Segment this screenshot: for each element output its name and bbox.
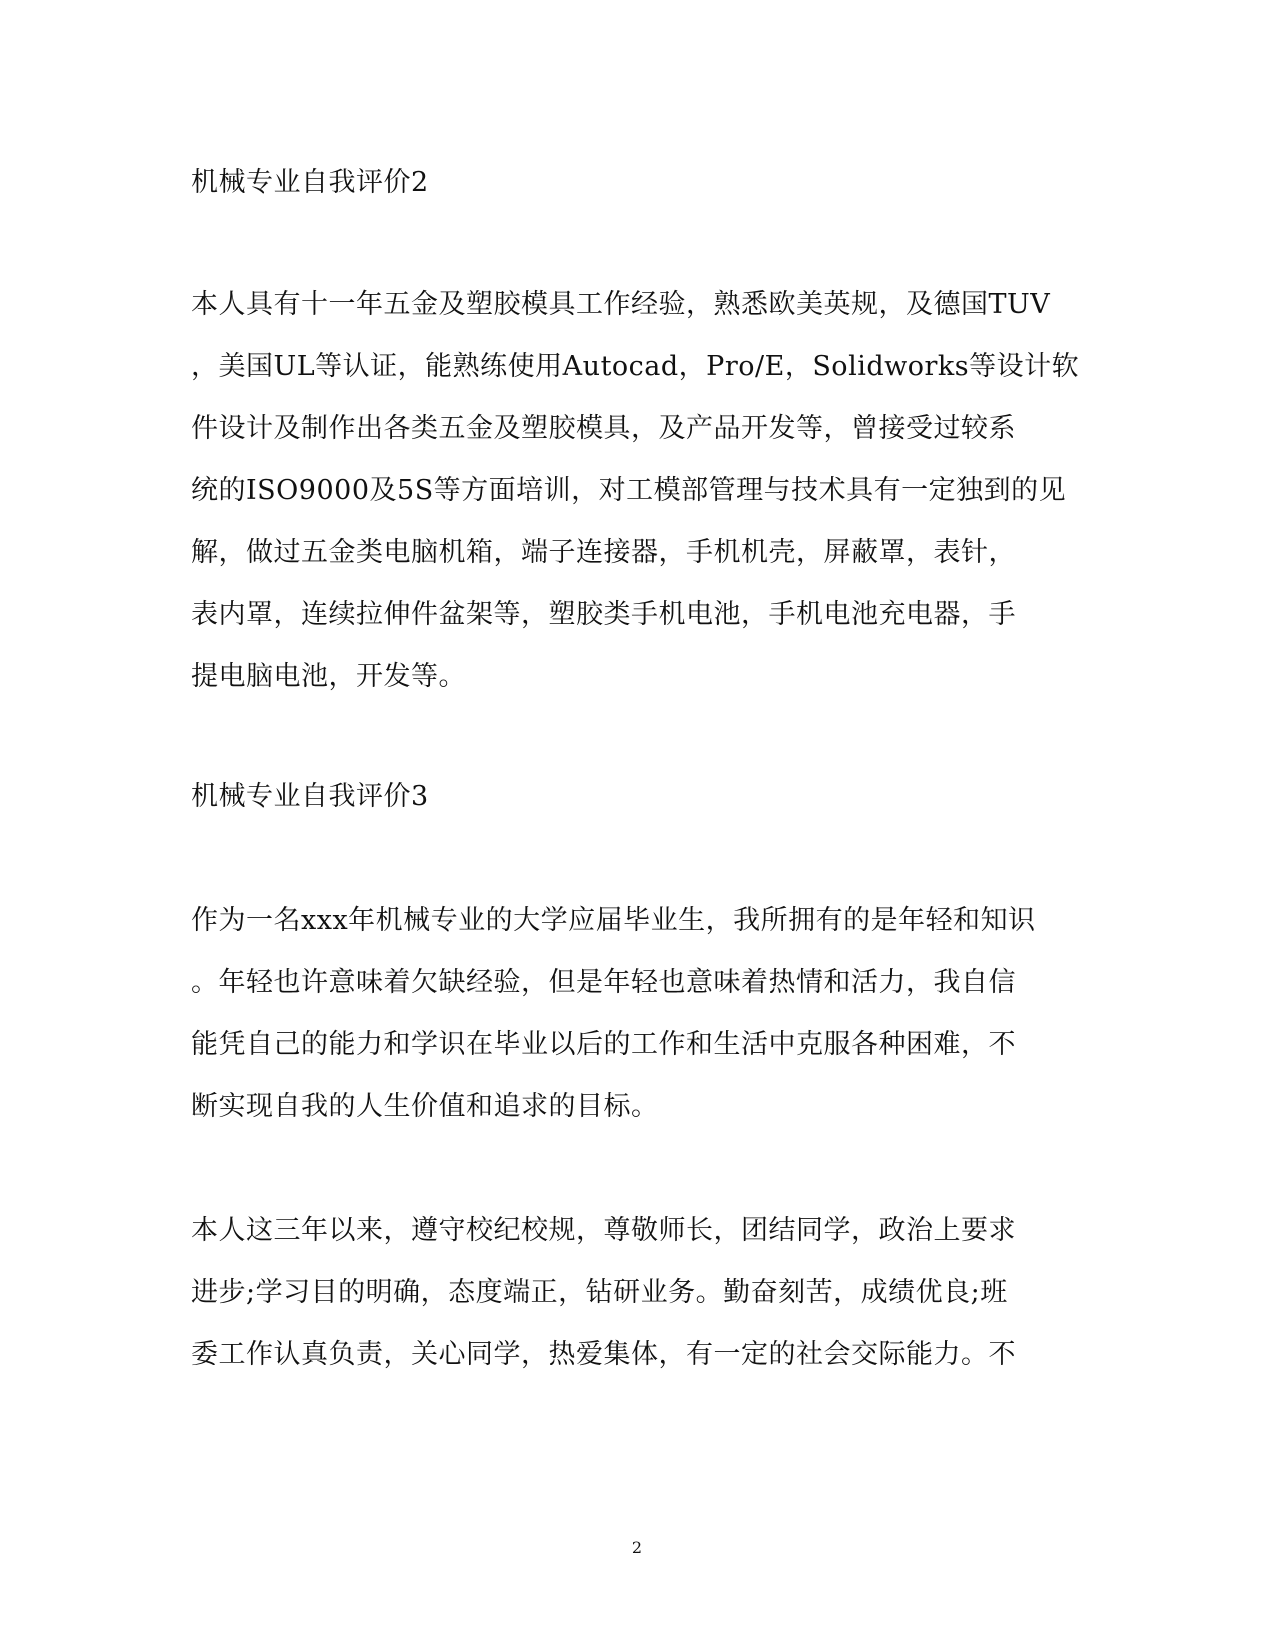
- text-line: 件设计及制作出各类五金及塑胶模具，及产品开发等，曾接受过较系: [191, 413, 1016, 444]
- text-line: 断实现自我的人生价值和追求的目标。: [191, 1091, 659, 1122]
- text-line: 能凭自己的能力和学识在毕业以后的工作和生活中克服各种困难，不: [191, 1029, 1016, 1060]
- text-line: 本人具有十一年五金及塑胶模具工作经验，熟悉欧美英规，及德国TUV: [191, 289, 1051, 320]
- text-line: 统的ISO9000及5S等方面培训，对工模部管理与技术具有一定独到的见: [191, 475, 1067, 506]
- text-line: ，美国UL等认证，能熟练使用Autocad，Pro/E，Solidworks等设计软: [191, 351, 1080, 382]
- text-line: 解，做过五金类电脑机箱，端子连接器，手机机壳，屏蔽罩，表针，: [191, 537, 1016, 568]
- section-heading: 机械专业自我评价2: [191, 167, 429, 198]
- text-line: 提电脑电池，开发等。: [191, 661, 466, 692]
- text-line: 进步;学习目的明确，态度端正，钻研业务。勤奋刻苦，成绩优良;班: [191, 1277, 1008, 1308]
- text-line: 表内罩，连续拉伸件盆架等，塑胶类手机电池，手机电池充电器，手: [191, 599, 1016, 630]
- text-line: 委工作认真负责，关心同学，热爱集体，有一定的社会交际能力。不: [191, 1339, 1016, 1370]
- page-number: 2: [631, 1538, 643, 1557]
- text-line: 本人这三年以来，遵守校纪校规，尊敬师长，团结同学，政治上要求: [191, 1215, 1016, 1246]
- section-heading: 机械专业自我评价3: [191, 781, 429, 812]
- text-line: 作为一名xxx年机械专业的大学应届毕业生，我所拥有的是年轻和知识: [191, 905, 1036, 936]
- text-line: 。年轻也许意味着欠缺经验，但是年轻也意味着热情和活力，我自信: [191, 967, 1016, 998]
